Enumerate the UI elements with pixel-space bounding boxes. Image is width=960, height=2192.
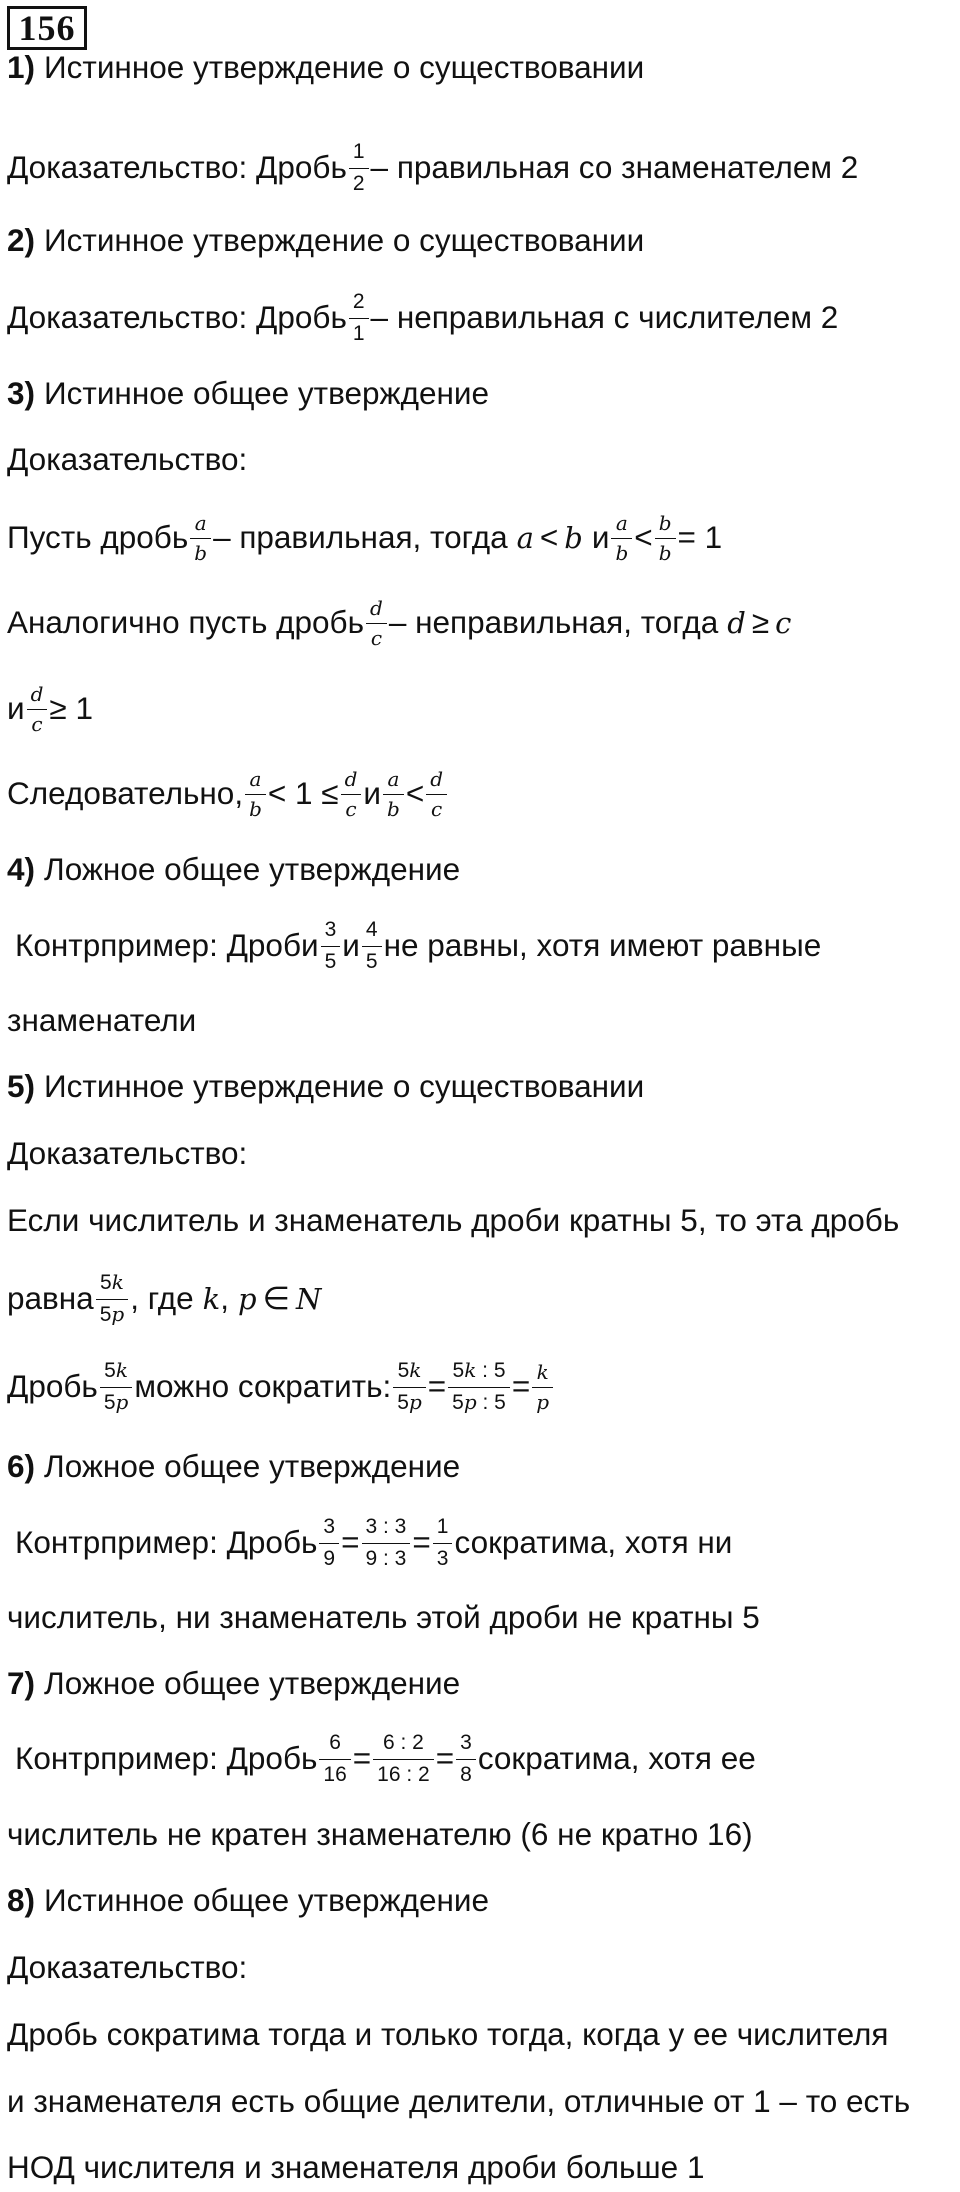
text: и bbox=[591, 519, 610, 556]
item-3-line-3: и $\frac{d}{c}$ ≥ 1 bbox=[7, 681, 93, 736]
text: – правильная, тогда bbox=[213, 519, 508, 556]
item-1-heading-text: Истинное утверждение о существовании bbox=[44, 49, 645, 86]
item-1-proof bbox=[7, 138, 954, 198]
item-7-heading-text: Ложное общее утверждение bbox=[44, 1665, 461, 1702]
item-4-counterexample-cont: знаменатели bbox=[7, 1002, 197, 1039]
text: и bbox=[7, 690, 25, 727]
item-5-line-3: Дробь $\frac{5k}{5p}$ можно сократить: $\frac{5k}{5p}$ = $\frac{5k : 5}{5p : 5}$ = $\frac{k}{p}$ bbox=[7, 1353, 954, 1421]
item-2-proof-end: – неправильная с числителем 2 bbox=[370, 299, 839, 336]
fraction-b-b: $\frac{b}{b}$ bbox=[657, 512, 674, 565]
text: Следовательно, bbox=[7, 775, 244, 812]
item-4-heading-text: Ложное общее утверждение bbox=[44, 851, 461, 888]
fraction-d-c: $\frac{d}{c}$ bbox=[368, 597, 385, 650]
fraction-62-162: $\frac{6 : 2}{16 : 2}$ bbox=[375, 1731, 432, 1786]
task-number: 156 bbox=[7, 6, 87, 50]
text: сократима, хотя ее bbox=[477, 1740, 756, 1777]
item-3-proof-label: Доказательство: bbox=[7, 441, 248, 478]
item-8-label: 8) bbox=[7, 1882, 36, 1919]
text: Контрпример: Дробь bbox=[15, 1524, 318, 1561]
fraction-d-c: $\frac{d}{c}$ bbox=[428, 768, 445, 821]
frac-den: 2 bbox=[349, 168, 369, 196]
text: можно сократить: bbox=[134, 1368, 392, 1405]
item-3-heading bbox=[7, 376, 954, 412]
fraction-a-b: $\frac{a}{b}$ bbox=[613, 512, 630, 565]
fraction-5k-5p: $\frac{5k}{5p}$ bbox=[98, 1271, 127, 1326]
item-6-counterexample: Контрпример: Дробь $\frac{3}{9}$ = $\frac{3 : 3}{9 : 3}$ = $\frac{1}{3}$ сократима, хотя ни bbox=[15, 1515, 733, 1570]
item-5-heading-text: Истинное утверждение о существовании bbox=[44, 1068, 645, 1105]
item-3-line-4: Следовательно, $\frac{a}{b}$ < 1 ≤ $\frac{d}{c}$ и $\frac{a}{b}$ < $\frac{d}{c}$ bbox=[7, 761, 954, 827]
item-2-heading bbox=[7, 223, 954, 259]
text: Аналогично пусть дробь bbox=[7, 604, 365, 641]
item-8-heading bbox=[7, 1883, 954, 1919]
frac-num: 2 bbox=[352, 290, 365, 314]
item-4-heading bbox=[7, 852, 954, 888]
item-3-line-1: Пусть дробь $\frac{a}{b}$ – правильная, тогда a < b и $\frac{a}{b}$ < $\frac{b}{b}$ = 1 bbox=[7, 510, 723, 565]
item-1-proof-start: Доказательство: Дробь bbox=[7, 149, 347, 186]
fraction-5k5-5p5: $\frac{5k : 5}{5p : 5}$ bbox=[450, 1359, 508, 1414]
text: и bbox=[363, 775, 382, 812]
text: Дробь bbox=[7, 1368, 98, 1405]
item-3-label: 3) bbox=[7, 375, 36, 412]
frac-num: 1 bbox=[352, 140, 365, 164]
fraction-33-93: $\frac{3 : 3}{9 : 3}$ bbox=[364, 1515, 409, 1570]
item-3-heading-text: Истинное общее утверждение bbox=[44, 375, 489, 412]
item-1-heading bbox=[7, 50, 954, 86]
item-8-line-2: и знаменателя есть общие делители, отличные от 1 – то есть bbox=[7, 2083, 911, 2120]
item-3-line-2: Аналогично пусть дробь $\frac{d}{c}$ – неправильная, тогда d ≥ c bbox=[7, 595, 792, 650]
fraction-4-5: $\frac{4}{5}$ bbox=[364, 918, 380, 973]
text: , где bbox=[130, 1280, 194, 1317]
item-5-line-1: Если числитель и знаменатель дроби кратны 5, то эта дробь bbox=[7, 1202, 900, 1239]
item-7-label: 7) bbox=[7, 1665, 36, 1702]
item-1-proof-end: – правильная со знаменателем 2 bbox=[370, 149, 859, 186]
fraction bbox=[351, 290, 367, 345]
fraction-d-c: $\frac{d}{c}$ bbox=[343, 768, 360, 821]
item-8-proof-label: Доказательство: bbox=[7, 1949, 248, 1986]
item-5-label: 5) bbox=[7, 1068, 36, 1105]
fraction bbox=[351, 140, 367, 195]
item-2-proof-start: Доказательство: Дробь bbox=[7, 299, 347, 336]
text: – неправильная, тогда bbox=[388, 604, 719, 641]
item-4-label: 4) bbox=[7, 851, 36, 888]
item-6-label: 6) bbox=[7, 1448, 36, 1485]
frac-den: 1 bbox=[349, 318, 369, 346]
fraction-d-c: $\frac{d}{c}$ bbox=[29, 683, 46, 736]
item-5-heading bbox=[7, 1069, 954, 1105]
item-8-heading-text: Истинное общее утверждение bbox=[44, 1882, 489, 1919]
item-6-heading bbox=[7, 1449, 954, 1485]
item-2-proof bbox=[7, 288, 954, 348]
fraction-1-3: $\frac{1}{3}$ bbox=[435, 1515, 451, 1570]
fraction-a-b: $\frac{a}{b}$ bbox=[385, 768, 402, 821]
text: сократима, хотя ни bbox=[454, 1524, 733, 1561]
item-7-heading bbox=[7, 1666, 954, 1702]
item-8-line-3: НОД числителя и знаменателя дроби больше 1 bbox=[7, 2149, 705, 2186]
item-8-line-1: Дробь сократима тогда и только тогда, когда у ее числителя bbox=[7, 2016, 889, 2053]
fraction-3-8: $\frac{3}{8}$ bbox=[458, 1731, 474, 1786]
text: и bbox=[342, 927, 360, 964]
item-1-label: 1) bbox=[7, 49, 36, 86]
text: Контрпример: Дробь bbox=[15, 1740, 318, 1777]
fraction-k-p: $\frac{k}{p}$ bbox=[534, 1361, 551, 1414]
item-6-heading-text: Ложное общее утверждение bbox=[44, 1448, 461, 1485]
text: равна bbox=[7, 1280, 94, 1317]
item-5-proof-label: Доказательство: bbox=[7, 1135, 248, 1172]
fraction-a-b: $\frac{a}{b}$ bbox=[192, 512, 209, 565]
fraction-5k-5p: $\frac{5k}{5p}$ bbox=[395, 1359, 424, 1414]
item-7-counterexample: Контрпример: Дробь $\frac{6}{16}$ = $\frac{6 : 2}{16 : 2}$ = $\frac{3}{8}$ сократима, хотя ее bbox=[15, 1731, 756, 1786]
item-4-counterexample bbox=[15, 913, 954, 979]
item-2-heading-text: Истинное утверждение о существовании bbox=[44, 222, 645, 259]
item-5-line-2: равна $\frac{5k}{5p}$ , где k , p ∈ N bbox=[7, 1270, 322, 1326]
text: Пусть дробь bbox=[7, 519, 189, 556]
fraction-a-b: $\frac{a}{b}$ bbox=[247, 768, 264, 821]
fraction-6-16: $\frac{6}{16}$ bbox=[321, 1731, 348, 1786]
text: Контрпример: Дроби bbox=[15, 927, 319, 964]
fraction-3-9: $\frac{3}{9}$ bbox=[321, 1515, 337, 1570]
fraction-5k-5p: $\frac{5k}{5p}$ bbox=[102, 1359, 131, 1414]
fraction-3-5: $\frac{3}{5}$ bbox=[323, 918, 339, 973]
item-7-counterexample-cont: числитель не кратен знаменателю (6 не кратно 16) bbox=[7, 1816, 753, 1853]
item-6-counterexample-cont: числитель, ни знаменатель этой дроби не кратны 5 bbox=[7, 1599, 760, 1636]
item-2-label: 2) bbox=[7, 222, 36, 259]
text: не равны, хотя имеют равные bbox=[383, 927, 822, 964]
